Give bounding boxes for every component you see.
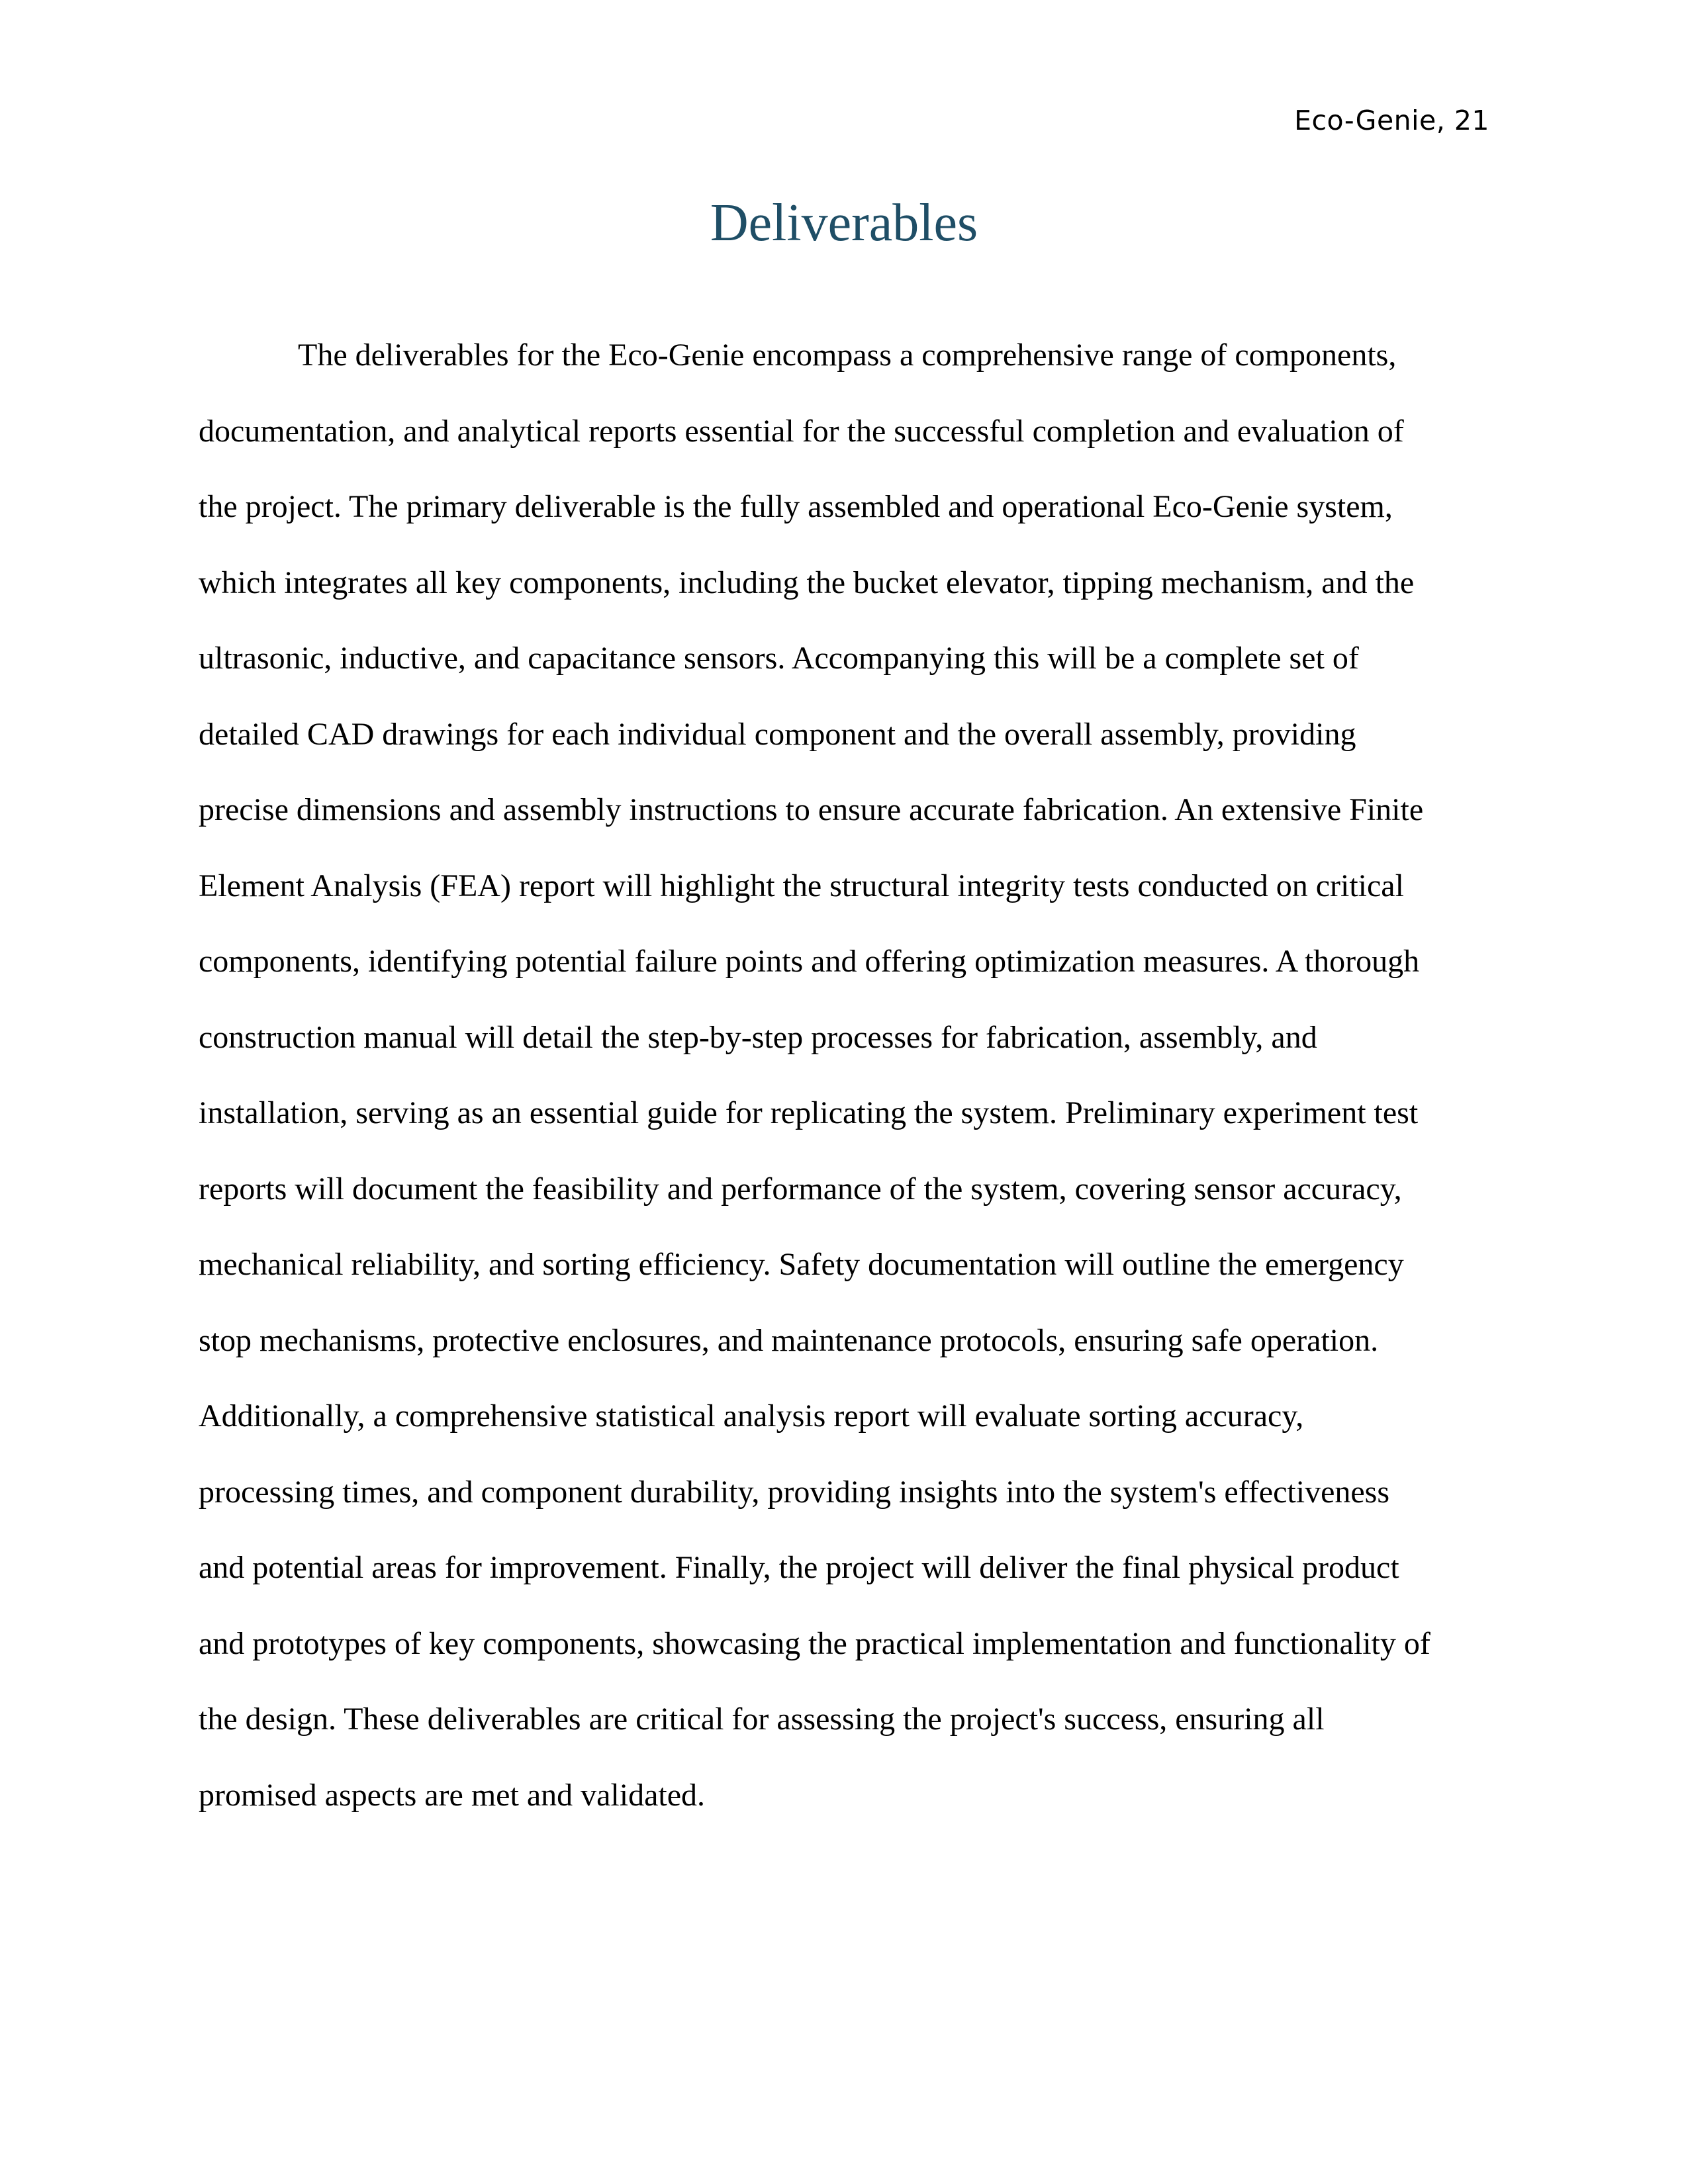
paragraph-line: stop mechanisms, protective enclosures, and maintenance protocols, ensuring safe operation. [199, 1322, 1379, 1358]
body-paragraph [199, 318, 1489, 1833]
paragraph-line: promised aspects are met and validated. [199, 1777, 706, 1813]
paragraph-line: mechanical reliability, and sorting efficiency. Safety documentation will outline the emergency [199, 1247, 1404, 1282]
paragraph-line: reports will document the feasibility and performance of the system, covering sensor accuracy, [199, 1171, 1402, 1206]
running-header: Eco-Genie, 21 [1294, 105, 1489, 136]
section-title: Deliverables [710, 194, 978, 252]
paragraph-line: documentation, and analytical reports essential for the successful completion and evaluation of [199, 413, 1404, 449]
paragraph-line: which integrates all key components, including the bucket elevator, tipping mechanism, and the [199, 565, 1415, 600]
paragraph-line: the project. The primary deliverable is the fully assembled and operational Eco-Genie system, [199, 489, 1393, 524]
paragraph-line: the design. These deliverables are critical for assessing the project's success, ensuring all [199, 1702, 1325, 1737]
paragraph-line: Element Analysis (FEA) report will highlight the structural integrity tests conducted on critical [199, 868, 1404, 903]
paragraph-line: and potential areas for improvement. Finally, the project will deliver the final physical product [199, 1550, 1399, 1585]
paragraph-line: construction manual will detail the step-by-step processes for fabrication, assembly, and [199, 1019, 1317, 1055]
paragraph-line: precise dimensions and assembly instructions to ensure accurate fabrication. An extensive Finite [199, 792, 1424, 827]
paragraph-line: The deliverables for the Eco-Genie encompass a comprehensive range of components, [298, 338, 1397, 373]
paragraph-line: ultrasonic, inductive, and capacitance sensors. Accompanying this will be a complete set of [199, 641, 1359, 676]
paragraph-line: detailed CAD drawings for each individual component and the overall assembly, providing [199, 716, 1356, 752]
paragraph-line: and prototypes of key components, showcasing the practical implementation and functionality of [199, 1625, 1430, 1661]
paragraph-line: installation, serving as an essential guide for replicating the system. Preliminary experiment test [199, 1095, 1419, 1130]
paragraph-line: Additionally, a comprehensive statistical analysis report will evaluate sorting accuracy, [199, 1398, 1304, 1433]
paragraph-line: components, identifying potential failure points and offering optimization measures. A thorough [199, 944, 1420, 979]
paragraph-line: processing times, and component durability, providing insights into the system's effectiveness [199, 1474, 1390, 1510]
